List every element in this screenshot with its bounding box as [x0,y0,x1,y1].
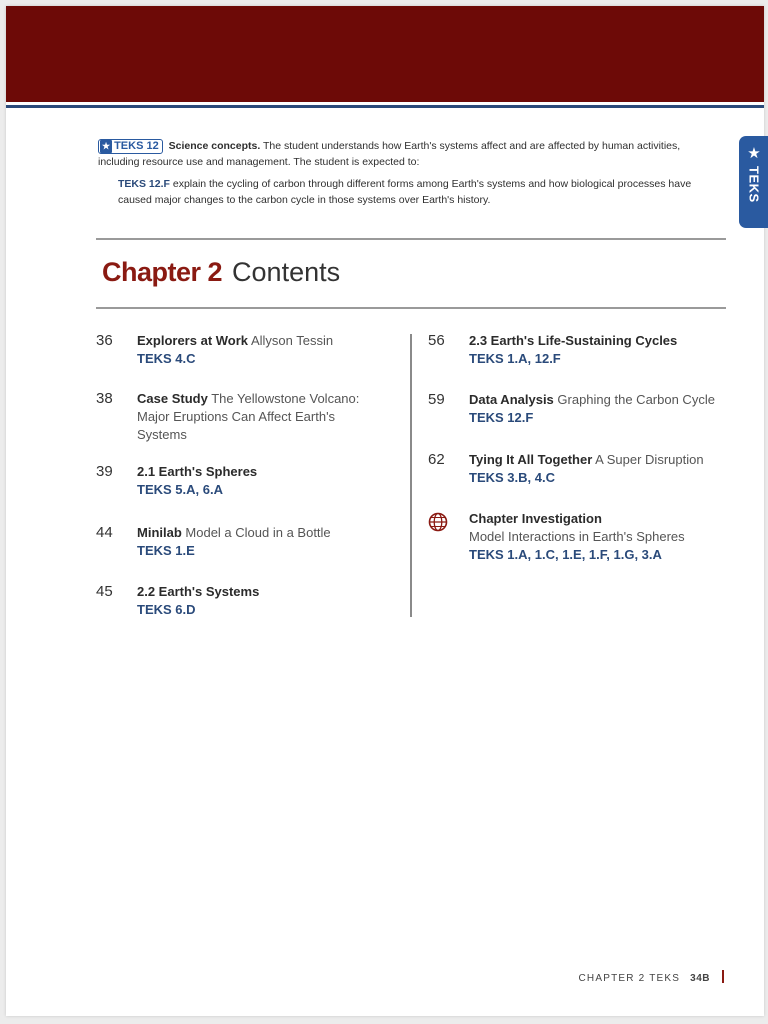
toc-entry-title: Minilab [137,525,182,540]
toc-entry-text [137,332,387,368]
page-number: 34B [690,973,710,984]
banner-rule [6,105,764,108]
toc-entry[interactable] [96,390,416,460]
teks-badge [98,139,163,154]
texas-star-icon: ★ [747,145,761,162]
chapter-contents-word: Contents [232,257,341,287]
toc-entry[interactable] [96,463,416,533]
toc-page-number: 39 [96,463,113,480]
toc-entry-text [469,451,719,487]
sub-teks-text: explain the cycling of carbon through different forms among Earth's systems and how biological processes have caused major changes to the carbon cycle in those systems over Earth's history. [118,178,692,206]
toc-entry-text [137,583,387,619]
toc-entry-teks: TEKS 1.E [137,543,195,558]
toc-page-number: 36 [96,332,113,349]
toc-entry-text [469,332,719,368]
page [6,6,764,1016]
page-footer [579,970,725,984]
standard-paragraph [98,138,720,170]
teks-side-tab[interactable] [739,136,768,228]
toc-entry-teks: TEKS 3.B, 4.C [469,470,555,485]
toc-page-number: 56 [428,332,445,349]
toc-entry-text [137,524,387,560]
chapter-title [102,256,340,288]
teks-badge-label: TEKS 12 [114,140,159,152]
toc-page-number: 59 [428,391,445,408]
toc-entry-teks: TEKS 5.A, 6.A [137,482,223,497]
toc-entry-teks: TEKS 1.A, 12.F [469,351,561,366]
divider-bottom [96,307,726,309]
header-banner [6,6,764,102]
toc-entry-teks: TEKS 12.F [469,410,534,425]
toc-entry-title: 2.2 Earth's Systems [137,584,260,599]
standard-text: The student understands how Earth's systems affect and are affected by human activities, including resource use and management. The student is expected to: [98,140,681,168]
teks-tab-label: TEKS [746,166,762,203]
toc-entry-title: Tying It All Together [469,452,593,467]
toc-entry[interactable] [428,510,748,580]
toc-entry-teks: TEKS 6.D [137,602,196,617]
toc-entry-text [469,391,719,427]
standard-sub-item [118,176,720,208]
toc-entry-text [137,390,387,444]
toc-entry-title: Case Study [137,391,208,406]
toc-entry-subtitle: Graphing the Carbon Cycle [557,392,715,407]
toc-entry-text [137,463,387,499]
toc-entry[interactable] [96,583,416,653]
toc-entry-teks: TEKS 1.A, 1.C, 1.E, 1.F, 1.G, 3.A [469,547,662,562]
toc-entry-title: 2.3 Earth's Life-Sustaining Cycles [469,333,678,348]
toc-entry-text [469,510,719,564]
globe-icon [428,512,448,532]
sub-teks-code: TEKS 12.F [118,178,170,190]
chapter-number: Chapter 2 [102,257,223,287]
toc-page-number: 44 [96,524,113,541]
toc-page-number: 62 [428,451,445,468]
toc-entry-subtitle: A Super Disruption [595,452,704,467]
toc-entry-title: 2.1 Earth's Spheres [137,464,258,479]
footer-bar [722,970,724,983]
teks-standard [98,138,720,208]
toc-entry-subtitle: Allyson Tessin [250,333,334,348]
divider-top [96,238,726,240]
toc-entry-subtitle: Model a Cloud in a Bottle [185,525,331,540]
toc-entry-title: Chapter Investigation [469,511,602,526]
toc-entry-title: Explorers at Work [137,333,249,348]
footer-label: CHAPTER 2 TEKS [578,973,681,984]
toc-page-number: 38 [96,390,113,407]
toc-entry-subtitle: Model Interactions in Earth's Spheres [469,529,685,544]
toc-entry-subtitle: The Yellowstone Volcano: Major Eruptions Can Affect Earth's Systems [137,391,360,442]
texas-star-icon: ★ [102,141,111,151]
standard-heading: Science concepts. [168,140,261,152]
toc-page-number: 45 [96,583,113,600]
toc-entry-title: Data Analysis [469,392,554,407]
toc-entry-teks: TEKS 4.C [137,351,196,366]
